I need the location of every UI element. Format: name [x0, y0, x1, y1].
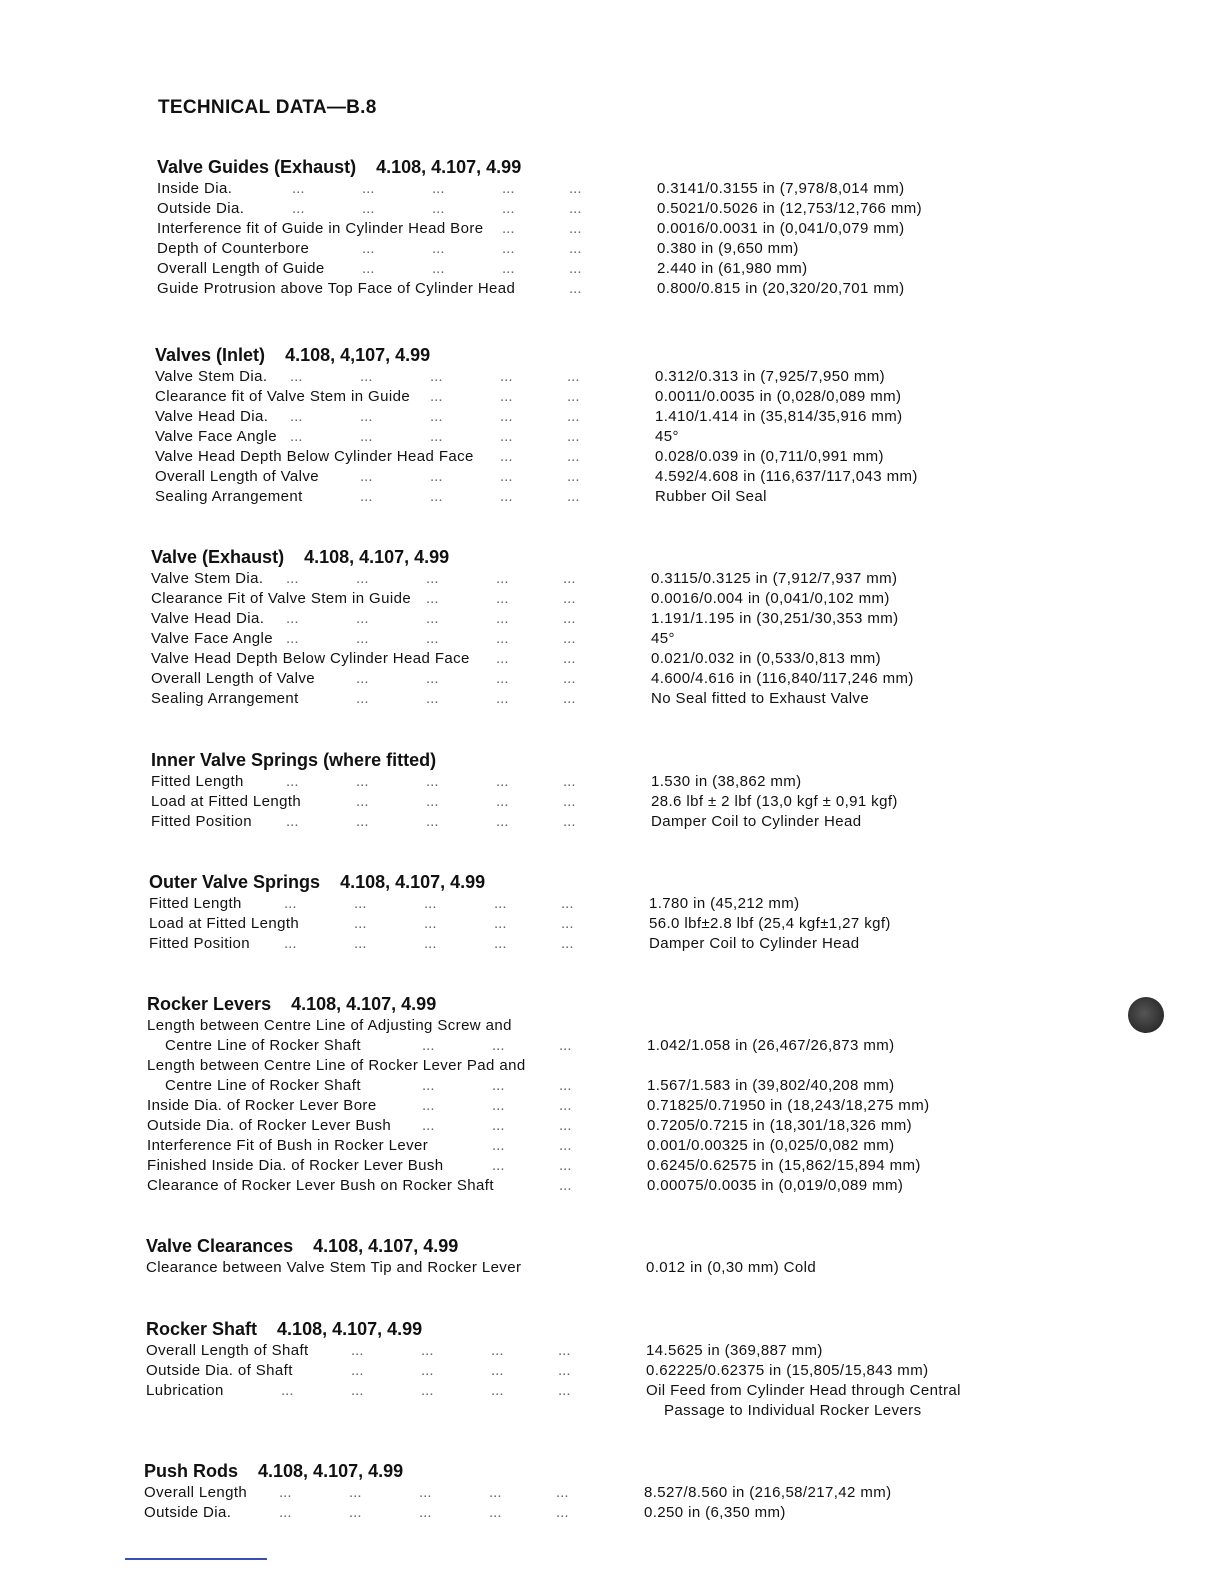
spec-label: Overall Length of Valve [151, 670, 316, 687]
spec-label: Clearance between Valve Stem Tip and Rocker Lever [146, 1259, 522, 1276]
spec-label: Overall Length of Guide [157, 260, 325, 277]
spec-row: Fitted Length ... ... ... ... ... 1.530 in (38,862 mm) [151, 773, 802, 790]
section-title: Valve Guides (Exhaust) [157, 157, 357, 177]
section-models: 4.108, 4,107, 4.99 [285, 345, 431, 365]
spec-row: Sealing Arrangement ... ... ... ... No Seal fitted to Exhaust Valve [151, 690, 870, 707]
spec-row: Overall Length of Valve ... ... ... ... 4.600/4.616 in (116,840/117,246 mm) [151, 670, 914, 687]
spec-value: 45° [651, 630, 675, 647]
spec-value: 0.0011/0.0035 in (0,028/0,089 mm) [655, 388, 902, 405]
spec-section [149, 870, 1049, 954]
spec-row: Valve Head Depth Below Cylinder Head Face ... ... 0.028/0.039 in (0,711/0,991 mm) [155, 448, 884, 465]
section-title: Inner Valve Springs (where fitted) [151, 750, 437, 770]
spec-value: Passage to Individual Rocker Levers [664, 1402, 922, 1419]
spec-row: Inside Dia. ... ... ... ... ... 0.3141/0.3155 in (7,978/8,014 mm) [157, 180, 905, 197]
spec-label: Load at Fitted Length [151, 793, 302, 810]
spec-row: Valve Face Angle ... ... ... ... ... 45° [155, 428, 679, 445]
spec-value: 4.592/4.608 in (116,637/117,043 mm) [655, 468, 918, 485]
spec-row: Interference fit of Guide in Cylinder Head Bore ... ... 0.0016/0.0031 in (0,041/0,079 mm) [157, 220, 905, 237]
section-title: Valve Clearances [146, 1236, 294, 1256]
spec-value: 0.62225/0.62375 in (15,805/15,843 mm) [646, 1362, 929, 1379]
spec-row: Fitted Length ... ... ... ... ... 1.780 in (45,212 mm) [149, 895, 800, 912]
spec-row: Outside Dia. of Shaft ... ... ... ... 0.62225/0.62375 in (15,805/15,843 mm) [146, 1362, 929, 1379]
spec-section [146, 1317, 1046, 1421]
spec-row: Fitted Position ... ... ... ... ... Damper Coil to Cylinder Head [149, 935, 860, 952]
spec-label: Fitted Length [151, 773, 244, 790]
spec-row: Finished Inside Dia. of Rocker Lever Bush ... ... 0.6245/0.62575 in (15,862/15,894 mm) [147, 1157, 921, 1174]
spec-label: Centre Line of Rocker Shaft [165, 1037, 361, 1054]
spec-label: Valve Face Angle [155, 428, 278, 445]
spec-label: Valve Head Depth Below Cylinder Head Face [151, 650, 470, 667]
spec-value: 0.021/0.032 in (0,533/0,813 mm) [651, 650, 882, 667]
spec-label: Guide Protrusion above Top Face of Cylinder Head [157, 280, 516, 297]
spec-row: Centre Line of Rocker Shaft ... ... ... 1.042/1.058 in (26,467/26,873 mm) [165, 1037, 895, 1054]
spec-row: Lubrication ... ... ... ... ... Oil Feed from Cylinder Head through Central [146, 1382, 961, 1399]
spec-row: Clearance of Rocker Lever Bush on Rocker Shaft ... 0.00075/0.0035 in (0,019/0,089 mm) [147, 1177, 904, 1194]
spec-row: Interference Fit of Bush in Rocker Lever ... ... 0.001/0.00325 in (0,025/0,082 mm) [147, 1137, 895, 1154]
spec-label: Load at Fitted Length [149, 915, 300, 932]
spec-section [157, 155, 1057, 299]
section-heading [146, 1234, 1046, 1258]
spec-value: 2.440 in (61,980 mm) [657, 260, 808, 277]
spec-row [146, 1258, 1046, 1278]
spec-row: Clearance Fit of Valve Stem in Guide ... ... ... 0.0016/0.004 in (0,041/0,102 mm) [151, 590, 890, 607]
spec-row: Valve Head Dia. ... ... ... ... ... 1.410/1.414 in (35,814/35,916 mm) [155, 408, 903, 425]
spec-row: Overall Length ... ... ... ... ... 8.527/8.560 in (216,58/217,42 mm) [144, 1484, 892, 1501]
section-heading [157, 155, 1057, 179]
spec-value: 1.042/1.058 in (26,467/26,873 mm) [647, 1037, 895, 1054]
section-title: Valves (Inlet) [155, 345, 266, 365]
spec-value: 4.600/4.616 in (116,840/117,246 mm) [651, 670, 914, 687]
page-title: TECHNICAL DATA—B.8 [158, 97, 377, 118]
spec-value: 0.00075/0.0035 in (0,019/0,089 mm) [647, 1177, 904, 1194]
spec-label: Valve Head Depth Below Cylinder Head Face [155, 448, 474, 465]
spec-label: Valve Head Dia. [151, 610, 265, 627]
spec-label: Outside Dia. [157, 200, 245, 217]
spec-value: 0.001/0.00325 in (0,025/0,082 mm) [647, 1137, 895, 1154]
spec-label: Overall Length of Shaft [146, 1342, 309, 1359]
spec-row: Overall Length of Shaft ... ... ... ... 14.5625 in (369,887 mm) [146, 1342, 823, 1359]
spec-row [147, 1016, 1047, 1036]
spec-value: 1.191/1.195 in (30,251/30,353 mm) [651, 610, 899, 627]
spec-label: Length between Centre Line of Rocker Lever Pad and [147, 1057, 526, 1074]
footer-rule [125, 1558, 267, 1560]
spec-row: Load at Fitted Length ... ... ... ... 28.6 lbf ± 2 lbf (13,0 kgf ± 0,91 kgf) [151, 793, 898, 810]
spec-label: Outside Dia. of Shaft [146, 1362, 293, 1379]
spec-row: Valve Stem Dia. ... ... ... ... ... 0.312/0.313 in (7,925/7,950 mm) [155, 368, 886, 385]
spec-value: 56.0 lbf±2.8 lbf (25,4 kgf±1,27 kgf) [649, 915, 891, 932]
spec-label: Finished Inside Dia. of Rocker Lever Bush [147, 1157, 444, 1174]
spec-row [147, 1056, 1047, 1076]
spec-value: 8.527/8.560 in (216,58/217,42 mm) [644, 1484, 892, 1501]
spec-row: Valve Face Angle ... ... ... ... ... 45° [151, 630, 675, 647]
section-models: 4.108, 4.107, 4.99 [258, 1461, 404, 1481]
spec-label: Sealing Arrangement [155, 488, 303, 505]
spec-label: Outside Dia. of Rocker Lever Bush [147, 1117, 392, 1134]
section-title: Rocker Levers [147, 994, 272, 1014]
spec-value: Oil Feed from Cylinder Head through Central [646, 1382, 961, 1399]
spec-label: Fitted Length [149, 895, 242, 912]
section-title: Rocker Shaft [146, 1319, 258, 1339]
spec-value: No Seal fitted to Exhaust Valve [651, 690, 870, 707]
section-models: 4.108, 4.107, 4.99 [313, 1236, 459, 1256]
spec-label: Overall Length [144, 1484, 248, 1501]
spec-label: Inside Dia. of Rocker Lever Bore [147, 1097, 377, 1114]
section-title: Outer Valve Springs [149, 872, 321, 892]
spec-label: Sealing Arrangement [151, 690, 299, 707]
spec-row: Overall Length of Valve ... ... ... ... 4.592/4.608 in (116,637/117,043 mm) [155, 468, 918, 485]
spec-value: 1.780 in (45,212 mm) [649, 895, 800, 912]
spec-value: 0.6245/0.62575 in (15,862/15,894 mm) [647, 1157, 921, 1174]
spec-value: 0.3115/0.3125 in (7,912/7,937 mm) [651, 570, 898, 587]
section-heading [151, 748, 1051, 772]
spec-label: Lubrication [146, 1382, 224, 1399]
section-models: 4.108, 4.107, 4.99 [291, 994, 437, 1014]
spec-value: 0.380 in (9,650 mm) [657, 240, 799, 257]
spec-value: 1.410/1.414 in (35,814/35,916 mm) [655, 408, 903, 425]
section-models: 4.108, 4.107, 4.99 [340, 872, 486, 892]
section-models: 4.108, 4.107, 4.99 [277, 1319, 423, 1339]
spec-label: Valve Stem Dia. [151, 570, 264, 587]
spec-section [147, 992, 1047, 1196]
section-heading [149, 870, 1049, 894]
spec-label: Interference Fit of Bush in Rocker Lever [147, 1137, 429, 1154]
spec-row: Load at Fitted Length ... ... ... ... 56.0 lbf±2.8 lbf (25,4 kgf±1,27 kgf) [149, 915, 891, 932]
spec-label: Inside Dia. [157, 180, 233, 197]
section-title: Valve (Exhaust) [151, 547, 285, 567]
spec-row: Valve Head Dia. ... ... ... ... ... 1.191/1.195 in (30,251/30,353 mm) [151, 610, 899, 627]
section-title: Push Rods [144, 1461, 239, 1481]
spec-value: 0.012 in (0,30 mm) Cold [646, 1259, 817, 1276]
section-heading [151, 545, 1051, 569]
spec-row: Outside Dia. of Rocker Lever Bush ... ... ... 0.7205/0.7215 in (18,301/18,326 mm) [147, 1117, 913, 1134]
spec-label: Valve Stem Dia. [155, 368, 268, 385]
spec-value: 0.800/0.815 in (20,320/20,701 mm) [657, 280, 905, 297]
spec-section [151, 545, 1051, 709]
spec-value: 0.5021/0.5026 in (12,753/12,766 mm) [657, 200, 923, 217]
spec-row: Overall Length of Guide ... ... ... ... 2.440 in (61,980 mm) [157, 260, 808, 277]
spec-row: Inside Dia. of Rocker Lever Bore ... ... ... 0.71825/0.71950 in (18,243/18,275 mm) [147, 1097, 930, 1114]
spec-value: 45° [655, 428, 679, 445]
spec-value: 0.7205/0.7215 in (18,301/18,326 mm) [647, 1117, 913, 1134]
spec-label: Clearance Fit of Valve Stem in Guide [151, 590, 412, 607]
spec-value: 14.5625 in (369,887 mm) [646, 1342, 823, 1359]
spec-value: 0.312/0.313 in (7,925/7,950 mm) [655, 368, 886, 385]
spec-value: Rubber Oil Seal [655, 488, 767, 505]
spec-row: Centre Line of Rocker Shaft ... ... ... 1.567/1.583 in (39,802/40,208 mm) [165, 1077, 895, 1094]
spec-value: Damper Coil to Cylinder Head [651, 813, 862, 830]
spec-label: Overall Length of Valve [155, 468, 320, 485]
spec-section [146, 1234, 1046, 1278]
spec-row: Sealing Arrangement ... ... ... ... Rubber Oil Seal [155, 488, 767, 505]
spec-row: Fitted Position ... ... ... ... ... Damper Coil to Cylinder Head [151, 813, 862, 830]
spec-row: Depth of Counterbore ... ... ... ... 0.380 in (9,650 mm) [157, 240, 799, 257]
spec-value: 1.567/1.583 in (39,802/40,208 mm) [647, 1077, 895, 1094]
binder-hole [1128, 997, 1164, 1033]
section-heading [144, 1459, 1044, 1483]
spec-label: Fitted Position [149, 935, 251, 952]
spec-value: 0.028/0.039 in (0,711/0,991 mm) [655, 448, 884, 465]
spec-row: Outside Dia. ... ... ... ... ... 0.5021/0.5026 in (12,753/12,766 mm) [157, 200, 923, 217]
section-models: 4.108, 4.107, 4.99 [304, 547, 450, 567]
spec-label: Centre Line of Rocker Shaft [165, 1077, 361, 1094]
spec-label: Valve Face Angle [151, 630, 274, 647]
spec-section [151, 748, 1051, 832]
section-heading [146, 1317, 1046, 1341]
spec-row: Outside Dia. ... ... ... ... ... 0.250 in (6,350 mm) [144, 1504, 786, 1521]
spec-value: 0.0016/0.004 in (0,041/0,102 mm) [651, 590, 890, 607]
spec-value: 0.71825/0.71950 in (18,243/18,275 mm) [647, 1097, 930, 1114]
spec-value-continuation [146, 1401, 1046, 1421]
spec-section [155, 343, 1055, 507]
spec-label: Outside Dia. [144, 1504, 232, 1521]
spec-label: Clearance of Rocker Lever Bush on Rocker Shaft [147, 1177, 494, 1194]
spec-row: Valve Head Depth Below Cylinder Head Face ... ... 0.021/0.032 in (0,533/0,813 mm) [151, 650, 882, 667]
spec-value: 1.530 in (38,862 mm) [651, 773, 802, 790]
spec-value: 0.250 in (6,350 mm) [644, 1504, 786, 1521]
spec-value: 0.3141/0.3155 in (7,978/8,014 mm) [657, 180, 905, 197]
spec-label: Length between Centre Line of Adjusting Screw and [147, 1017, 512, 1034]
spec-row: Valve Stem Dia. ... ... ... ... ... 0.3115/0.3125 in (7,912/7,937 mm) [151, 570, 898, 587]
spec-label: Depth of Counterbore [157, 240, 310, 257]
spec-value: 0.0016/0.0031 in (0,041/0,079 mm) [657, 220, 905, 237]
section-heading [147, 992, 1047, 1016]
spec-label: Valve Head Dia. [155, 408, 269, 425]
spec-section [144, 1459, 1044, 1523]
spec-label: Clearance fit of Valve Stem in Guide [155, 388, 411, 405]
section-heading [155, 343, 1055, 367]
spec-label: Interference fit of Guide in Cylinder Head Bore [157, 220, 484, 237]
spec-value: Damper Coil to Cylinder Head [649, 935, 860, 952]
section-models: 4.108, 4.107, 4.99 [376, 157, 522, 177]
spec-row: Clearance fit of Valve Stem in Guide ... ... ... 0.0011/0.0035 in (0,028/0,089 mm) [155, 388, 902, 405]
spec-row: Guide Protrusion above Top Face of Cylinder Head ... 0.800/0.815 in (20,320/20,701 mm) [157, 280, 905, 297]
spec-value: 28.6 lbf ± 2 lbf (13,0 kgf ± 0,91 kgf) [651, 793, 898, 810]
spec-label: Fitted Position [151, 813, 253, 830]
